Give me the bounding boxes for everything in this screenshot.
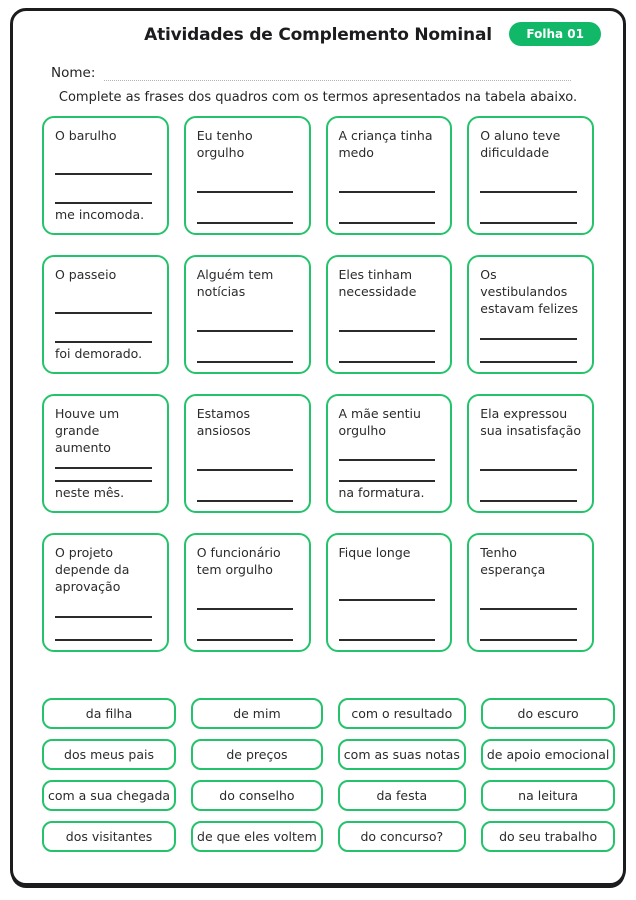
answer-blank[interactable]: [55, 202, 152, 204]
term-pill[interactable]: de mim: [191, 698, 323, 729]
spacer: [339, 162, 440, 191]
spacer: [197, 193, 298, 222]
phrase-box: [467, 533, 594, 652]
term-bank-grid: [42, 698, 610, 852]
spacer: [197, 440, 298, 469]
spacer: [197, 471, 298, 500]
spacer: [339, 440, 440, 459]
answer-blank[interactable]: [339, 222, 436, 224]
phrase-text: O aluno teve dificuldade: [480, 128, 561, 160]
phrase-text: Houve um grande aumento: [55, 406, 120, 455]
answer-blank[interactable]: [55, 480, 152, 482]
phrase-box-grid: [42, 116, 594, 652]
spacer: [55, 284, 156, 312]
term-pill[interactable]: de preços: [191, 739, 323, 770]
term-pill[interactable]: com as suas notas: [338, 739, 466, 770]
answer-blank[interactable]: [480, 500, 577, 502]
term-pill[interactable]: da filha: [42, 698, 176, 729]
answer-blank[interactable]: [480, 639, 577, 641]
spacer: [480, 193, 581, 222]
spacer: [339, 301, 440, 330]
spacer: [55, 596, 156, 617]
worksheet-header: [13, 25, 623, 52]
phrase-text: Tenho esperança: [480, 545, 546, 577]
spacer: [480, 318, 581, 339]
name-input-line[interactable]: [104, 66, 571, 81]
spacer: [197, 610, 298, 639]
spacer: [480, 440, 581, 469]
phrase-text: Os vestibulandos estavam felizes: [480, 267, 579, 316]
term-pill[interactable]: de que eles voltem: [191, 821, 323, 852]
phrase-text: Ela expressou sua insatisfação: [480, 406, 582, 438]
spacer: [339, 332, 440, 361]
answer-blank[interactable]: [55, 341, 152, 343]
spacer: [339, 193, 440, 222]
worksheet-page: [10, 8, 626, 886]
phrase-tail: na formatura.: [338, 485, 425, 501]
spacer: [55, 469, 156, 480]
answer-blank[interactable]: [55, 639, 152, 641]
spacer: [480, 579, 581, 608]
spacer: [339, 562, 440, 600]
phrase-text: O funcionário tem orgulho: [196, 545, 281, 577]
phrase-tail: neste mês.: [55, 485, 125, 501]
answer-blank[interactable]: [480, 361, 577, 363]
phrase-text: Eu tenho orgulho: [196, 128, 253, 160]
phrase-box: [184, 255, 311, 374]
phrase-box: [326, 116, 453, 235]
spacer: [55, 175, 156, 203]
answer-blank[interactable]: [197, 639, 294, 641]
answer-blank[interactable]: [339, 639, 436, 641]
spacer: [55, 457, 156, 468]
phrase-text: A criança tinha medo: [338, 128, 433, 160]
sheet-number-badge: Folha 01: [509, 22, 601, 46]
spacer: [480, 162, 581, 191]
term-pill[interactable]: da festa: [338, 780, 466, 811]
phrase-box: [326, 533, 453, 652]
answer-blank[interactable]: [339, 361, 436, 363]
name-field: [51, 65, 571, 81]
phrase-text: O passeio: [55, 267, 117, 282]
phrase-box: [326, 394, 453, 513]
spacer: [480, 610, 581, 639]
phrase-box: [42, 533, 169, 652]
phrase-text: Estamos ansiosos: [196, 406, 251, 438]
phrase-box: [467, 394, 594, 513]
spacer: [197, 579, 298, 608]
answer-blank[interactable]: [197, 361, 294, 363]
term-pill[interactable]: na leitura: [481, 780, 616, 811]
spacer: [339, 601, 440, 639]
answer-blank[interactable]: [480, 222, 577, 224]
phrase-box: [326, 255, 453, 374]
answer-blank[interactable]: [197, 222, 294, 224]
name-label: Nome:: [51, 65, 96, 81]
spacer: [339, 461, 440, 480]
spacer: [55, 314, 156, 342]
answer-blank[interactable]: [197, 500, 294, 502]
spacer: [55, 145, 156, 173]
spacer: [55, 618, 156, 639]
phrase-box: [184, 116, 311, 235]
phrase-box: [184, 394, 311, 513]
phrase-box: [184, 533, 311, 652]
spacer: [480, 471, 581, 500]
phrase-text: Fique longe: [338, 545, 411, 560]
phrase-text: A mãe sentiu orgulho: [338, 406, 421, 438]
term-pill[interactable]: dos visitantes: [42, 821, 176, 852]
spacer: [197, 301, 298, 330]
spacer: [197, 162, 298, 191]
phrase-box: [42, 255, 169, 374]
phrase-text: O projeto depende da aprovação: [55, 545, 130, 594]
term-pill[interactable]: dos meus pais: [42, 739, 176, 770]
term-pill[interactable]: do escuro: [481, 698, 616, 729]
term-pill[interactable]: com o resultado: [338, 698, 466, 729]
phrase-tail: foi demorado.: [55, 346, 143, 362]
phrase-box: [467, 255, 594, 374]
phrase-text: O barulho: [55, 128, 117, 143]
phrase-box: [42, 394, 169, 513]
term-pill[interactable]: do concurso?: [338, 821, 466, 852]
spacer: [197, 332, 298, 361]
phrase-box: [467, 116, 594, 235]
phrase-text: Eles tinham necessidade: [338, 267, 417, 299]
phrase-box: [42, 116, 169, 235]
spacer: [480, 340, 581, 361]
term-pill[interactable]: do seu trabalho: [481, 821, 616, 852]
answer-blank[interactable]: [339, 480, 436, 482]
page-title: Atividades de Complemento Nominal: [144, 25, 492, 45]
term-pill[interactable]: de apoio emocional: [481, 739, 616, 770]
term-pill[interactable]: com a sua chegada: [42, 780, 176, 811]
phrase-text: Alguém tem notícias: [196, 267, 274, 299]
instruction-text: Complete as frases dos quadros com os termos apresentados na tabela abaixo.: [58, 90, 578, 105]
term-pill[interactable]: do conselho: [191, 780, 323, 811]
phrase-tail: me incomoda.: [55, 207, 145, 223]
